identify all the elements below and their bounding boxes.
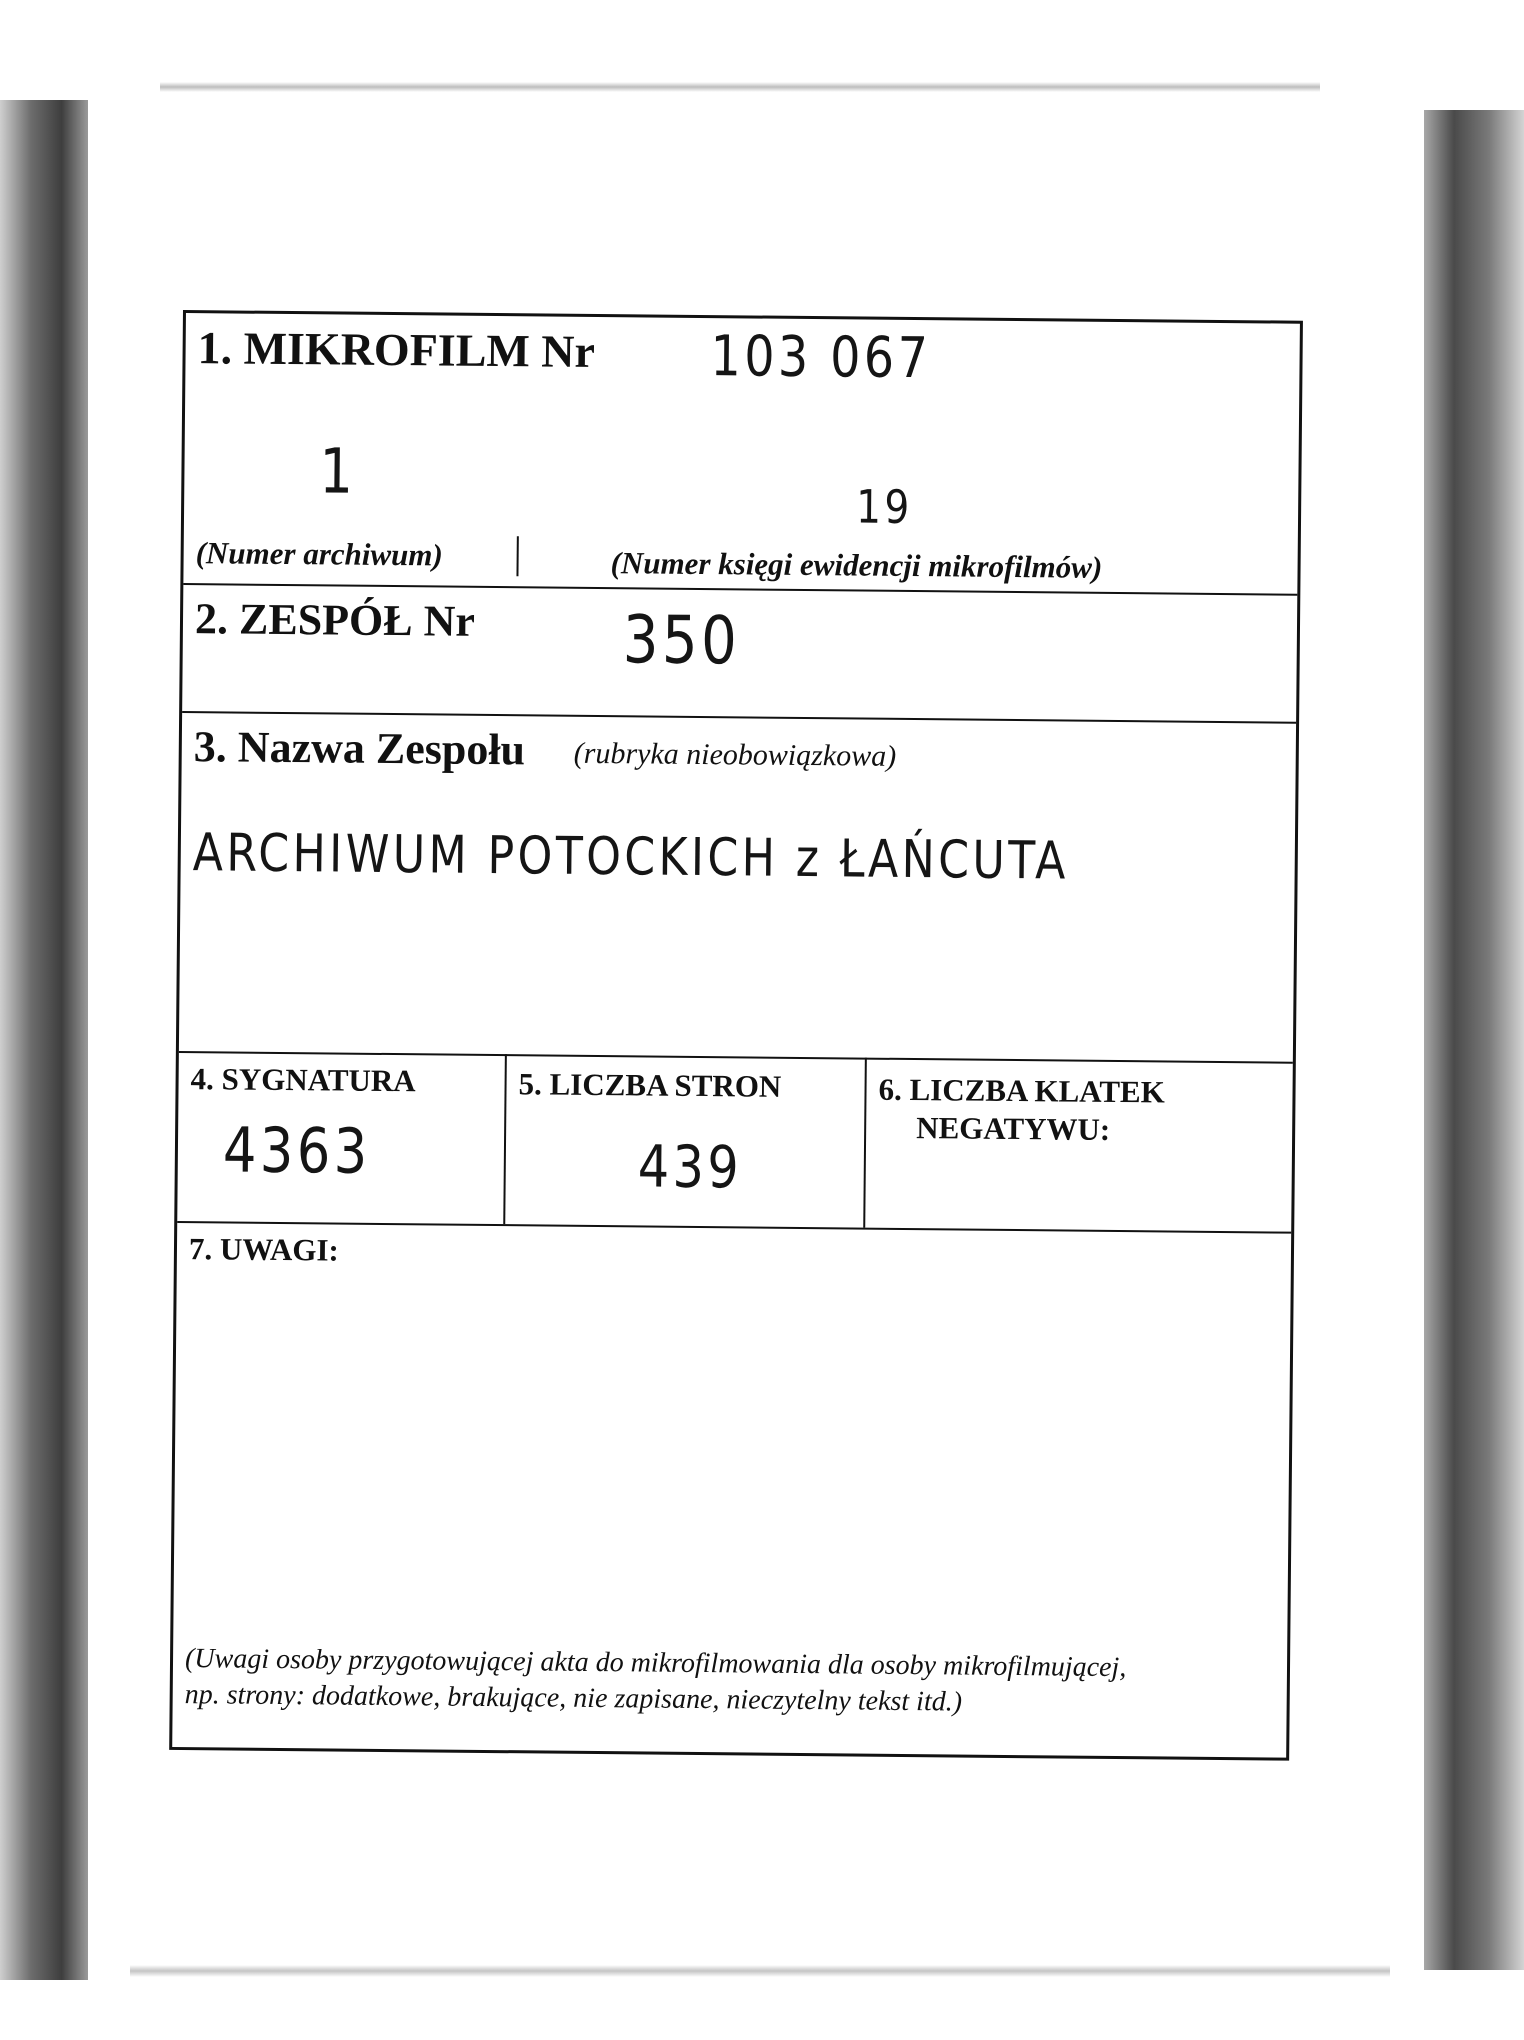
archive-number-value: 1 xyxy=(319,434,357,508)
field5-label: 5. LICZBA STRON xyxy=(518,1066,782,1104)
scan-edge-bottom xyxy=(130,1965,1390,1977)
field3-label: 3. Nazwa Zespołu xyxy=(193,722,526,775)
scan-edge-top xyxy=(160,82,1320,92)
fond-number-value: 350 xyxy=(622,601,741,680)
scan-edge-right xyxy=(1424,110,1524,1970)
field1-label: 1. MIKROFILM Nr xyxy=(197,322,596,377)
ledger-number-value: 19 xyxy=(855,479,913,535)
field4-label: 4. SYGNATURA xyxy=(190,1061,416,1099)
microfilm-number-value: 103 067 xyxy=(710,324,932,392)
field7-note-line2: np. strony: dodatkowe, brakujące, nie zapisane, nieczytelny tekst itd.) xyxy=(184,1679,963,1718)
field7-label: 7. UWAGI: xyxy=(188,1231,339,1268)
column-divider-1 xyxy=(503,1054,507,1224)
archive-number-label: (Numer archiwum) xyxy=(195,535,443,573)
archive-divider xyxy=(516,536,518,576)
ledger-number-label: (Numer księgi ewidencji mikrofilmów) xyxy=(610,545,1103,585)
field2-label: 2. ZESPÓŁ Nr xyxy=(194,594,476,646)
signature-value: 4363 xyxy=(222,1113,372,1188)
field6-label-line1: 6. LICZBA KLATEK xyxy=(878,1071,1165,1110)
field6-label-line2: NEGATYWU: xyxy=(916,1110,1111,1147)
page-count-value: 439 xyxy=(637,1132,743,1202)
column-divider-2 xyxy=(863,1058,867,1228)
fond-name-value: ARCHIWUM POTOCKICH z ŁAŃCUTA xyxy=(192,823,1070,892)
scan-edge-left xyxy=(0,100,88,1980)
field7-note-line1: (Uwagi osoby przygotowującej akta do mikrofilmowania dla osoby mikrofilmującej, xyxy=(184,1643,1127,1684)
microfilm-form xyxy=(169,310,1303,1761)
field3-note: (rubryka nieobowiązkowa) xyxy=(573,736,897,773)
divider-4 xyxy=(177,1221,1291,1234)
